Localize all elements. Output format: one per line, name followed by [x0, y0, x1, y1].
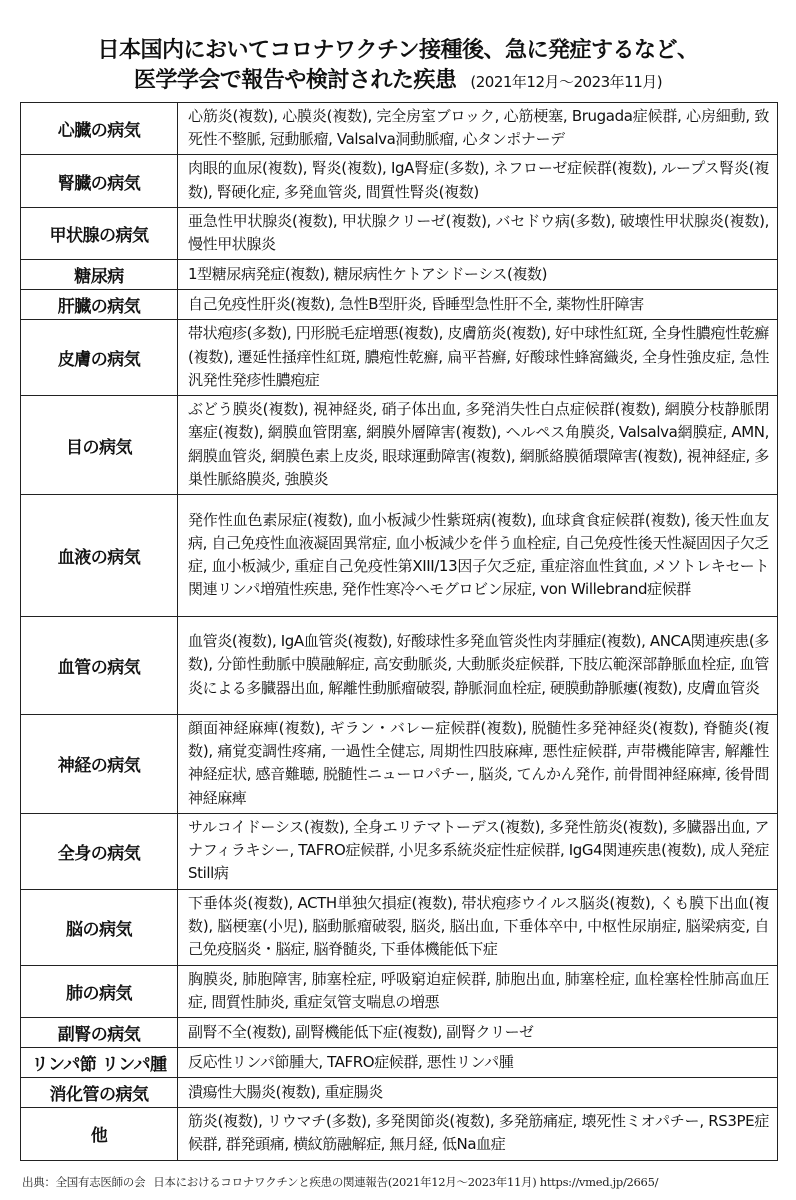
table-row	[21, 320, 778, 396]
diseases-cell: 1型糖尿病発症(複数), 糖尿病性ケトアシドーシス(複数)	[178, 260, 778, 290]
diseases-cell: 反応性リンパ節腫大, TAFRO症候群, 悪性リンパ腫	[178, 1048, 778, 1078]
diseases-cell: ぶどう膜炎(複数), 視神経炎, 硝子体出血, 多発消失性白点症候群(複数), 網膜分枝静脈閉塞症(複数), 網膜血管閉塞, 網膜外層障害(複数), ヘルペス角膜炎, Valsalva網膜症, AMN, 網膜血管炎, 網膜色素上皮炎, 眼球運動障害(複数), 網脈絡膜循環障害(複数), 視神経症, 多巣性脈絡膜炎, 強膜炎	[178, 396, 778, 495]
table-row	[21, 155, 778, 207]
diseases-cell: 帯状疱疹(多数), 円形脱毛症増悪(複数), 皮膚筋炎(複数), 好中球性紅斑, 全身性膿疱性乾癬(複数), 遷延性掻痒性紅斑, 膿疱性乾癬, 扁平苔癬, 好酸球性蜂窩織炎, 全身性強皮症, 急性汎発性発疹性膿疱症	[178, 320, 778, 396]
category-cell: 腎臓の病気	[21, 155, 178, 207]
page-title	[0, 36, 796, 97]
category-cell: 血液の病気	[21, 495, 178, 617]
diseases-cell: 下垂体炎(複数), ACTH単独欠損症(複数), 帯状疱疹ウイルス脳炎(複数), くも膜下出血(複数), 脳梗塞(小児), 脳動脈瘤破裂, 脳炎, 脳出血, 下垂体卒中, 中枢性尿崩症, 脳梁病変, 自己免疫脳炎・脳症, 脳脊髄炎, 下垂体機能低下症	[178, 889, 778, 965]
category-cell: 肺の病気	[21, 965, 178, 1017]
category-cell: 神経の病気	[21, 715, 178, 814]
table-row	[21, 715, 778, 814]
diseases-cell: サルコイドーシス(複数), 全身エリテマトーデス(複数), 多発性筋炎(複数), 多臓器出血, アナフィラキシー, TAFRO症候群, 小児多系統炎症性症候群, IgG4関連疾患(複数), 成人発症Still病	[178, 813, 778, 889]
diseases-cell: 発作性血色素尿症(複数), 血小板減少性紫斑病(複数), 血球貪食症候群(複数), 後天性血友病, 自己免疫性血液凝固異常症, 血小板減少を伴う血栓症, 自己免疫性後天性凝固因子欠乏症, 血小板減少, 重症自己免疫性第XIII/13因子欠乏症, 重症溶血性貧血, メソトレキセート関連リンパ増殖性疾患, 発作性寒冷ヘモグロビン尿症, von Willebrand症候群	[178, 495, 778, 617]
category-cell: 消化管の病気	[21, 1078, 178, 1108]
disease-table	[20, 102, 778, 1161]
title-line-1: 日本国内においてコロナワクチン接種後、急に発症するなど、	[97, 38, 699, 63]
category-cell: 血管の病気	[21, 617, 178, 715]
category-cell: 肝臓の病気	[21, 290, 178, 320]
source-citation	[22, 1174, 782, 1190]
diseases-cell: 筋炎(複数), リウマチ(多数), 多発関節炎(複数), 多発筋痛症, 壊死性ミオパチー, RS3PE症候群, 群発頭痛, 横紋筋融解症, 無月経, 低Na血症	[178, 1108, 778, 1160]
source-text: 日本におけるコロナワクチンと疾患の関連報告(2021年12月～2023年11月) https://vmed.jp/2665/	[153, 1175, 659, 1189]
category-cell: 皮膚の病気	[21, 320, 178, 396]
category-cell: 脳の病気	[21, 889, 178, 965]
table-row	[21, 207, 778, 259]
diseases-cell: 自己免疫性肝炎(複数), 急性B型肝炎, 昏睡型急性肝不全, 薬物性肝障害	[178, 290, 778, 320]
category-cell: リンパ節 リンパ腫	[21, 1048, 178, 1078]
category-cell: 全身の病気	[21, 813, 178, 889]
category-cell: 心臓の病気	[21, 103, 178, 155]
diseases-cell: 亜急性甲状腺炎(複数), 甲状腺クリーゼ(複数), バセドウ病(多数), 破壊性甲状腺炎(複数), 慢性甲状腺炎	[178, 207, 778, 259]
table-row	[21, 1078, 778, 1108]
diseases-cell: 肉眼的血尿(複数), 腎炎(複数), IgA腎症(多数), ネフローゼ症候群(複数), ループス腎炎(複数), 腎硬化症, 多発血管炎, 間質性腎炎(複数)	[178, 155, 778, 207]
category-cell: 他	[21, 1108, 178, 1160]
table-row	[21, 813, 778, 889]
category-cell: 甲状腺の病気	[21, 207, 178, 259]
disease-table-body	[21, 103, 778, 1161]
title-period: (2021年12月～2023年11月)	[470, 73, 663, 91]
table-row	[21, 1018, 778, 1048]
diseases-cell: 血管炎(複数), IgA血管炎(複数), 好酸球性多発血管炎性肉芽腫症(複数), ANCA関連疾患(多数), 分節性動脈中膜融解症, 高安動脈炎, 大動脈炎症候群, 下肢広範深部静脈血栓症, 血管炎による多臓器出血, 解離性動脈瘤破裂, 静脈洞血栓症, 硬膜動静脈瘻(複数), 皮膚血管炎	[178, 617, 778, 715]
table-row	[21, 889, 778, 965]
table-row	[21, 103, 778, 155]
table-row	[21, 495, 778, 617]
category-cell: 目の病気	[21, 396, 178, 495]
table-row	[21, 1108, 778, 1160]
diseases-cell: 心筋炎(複数), 心膜炎(複数), 完全房室ブロック, 心筋梗塞, Brugada症候群, 心房細動, 致死性不整脈, 冠動脈瘤, Valsalva洞動脈瘤, 心タンポナーデ	[178, 103, 778, 155]
table-row	[21, 260, 778, 290]
table-row	[21, 617, 778, 715]
table-row	[21, 965, 778, 1017]
diseases-cell: 胸膜炎, 肺胞障害, 肺塞栓症, 呼吸窮迫症候群, 肺胞出血, 肺塞栓症, 血栓塞栓性肺高血圧症, 間質性肺炎, 重症気管支喘息の増悪	[178, 965, 778, 1017]
category-cell: 糖尿病	[21, 260, 178, 290]
diseases-cell: 潰瘍性大腸炎(複数), 重症腸炎	[178, 1078, 778, 1108]
category-cell: 副腎の病気	[21, 1018, 178, 1048]
table-row	[21, 396, 778, 495]
diseases-cell: 副腎不全(複数), 副腎機能低下症(複数), 副腎クリーゼ	[178, 1018, 778, 1048]
source-label: 出典：全国有志医師の会	[22, 1175, 146, 1189]
table-row	[21, 1048, 778, 1078]
table-row	[21, 290, 778, 320]
title-line-2-text: 医学学会で報告や検討された疾患	[133, 68, 457, 93]
diseases-cell: 顔面神経麻痺(複数), ギラン・バレー症候群(複数), 脱髄性多発神経炎(複数), 脊髄炎(複数), 痛覚変調性疼痛, 一過性全健忘, 周期性四肢麻痺, 悪性症候群, 声帯機能障害, 解離性神経症状, 感音難聴, 脱髄性ニューロパチー, 脳炎, てんかん発作, 前骨間神経麻痺, 後骨間神経麻痺	[178, 715, 778, 814]
title-line-2	[0, 66, 796, 97]
